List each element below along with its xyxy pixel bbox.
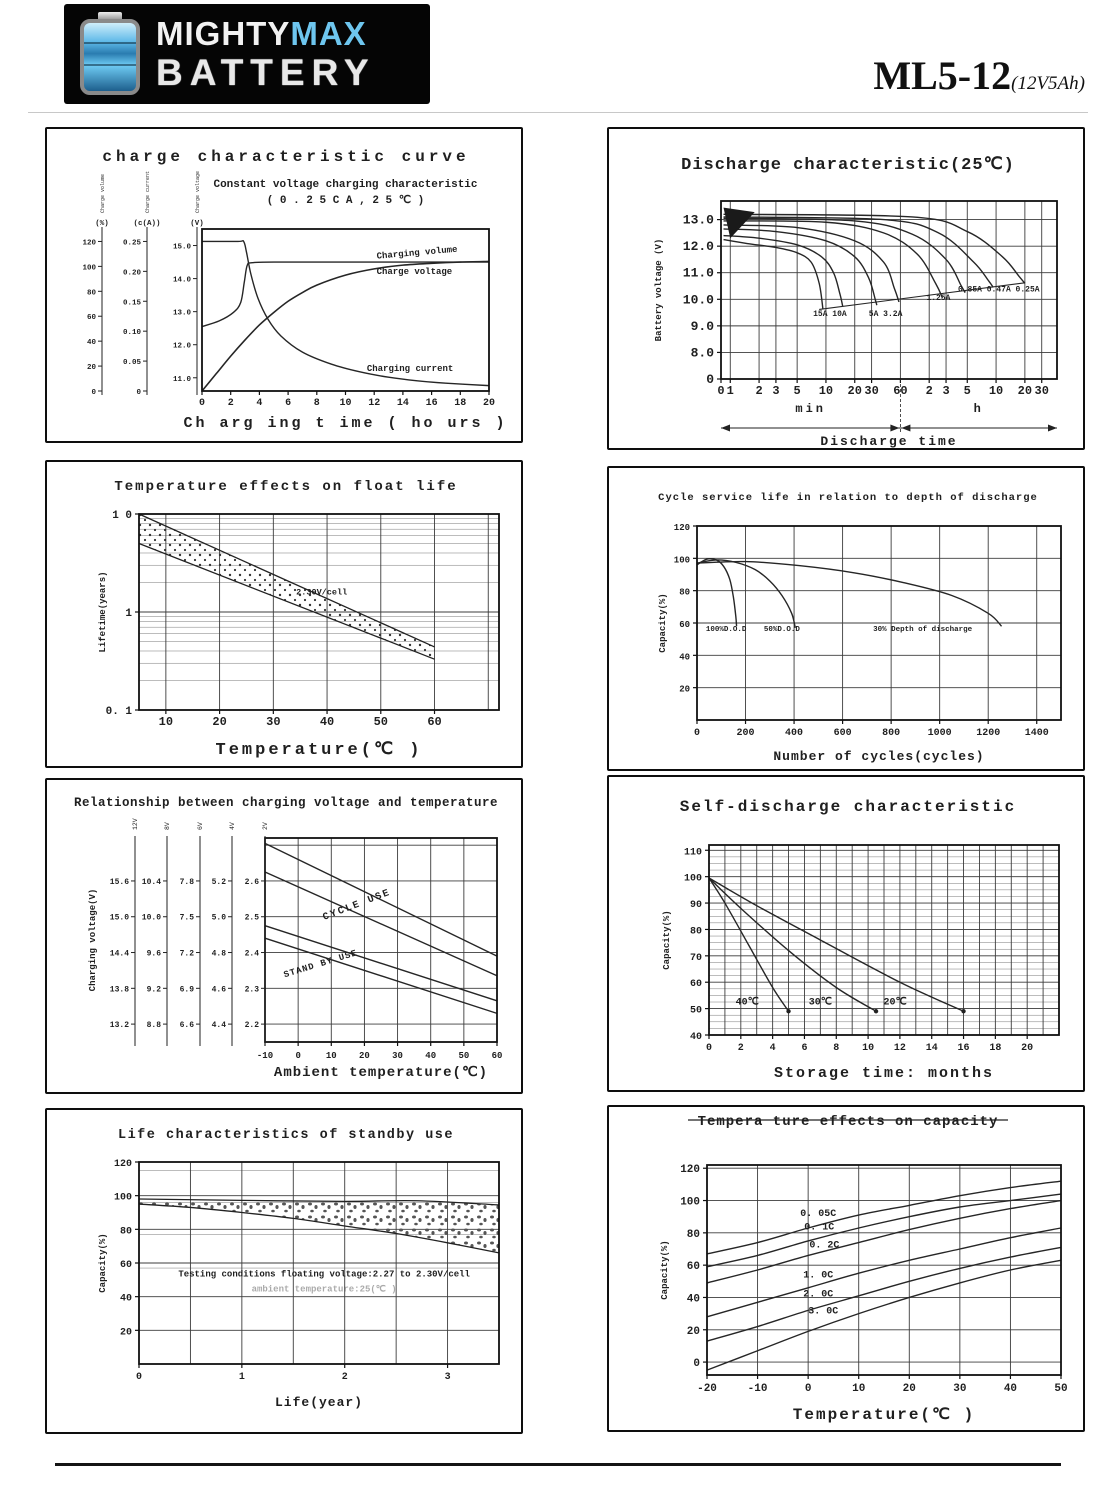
svg-text:4.8: 4.8	[211, 949, 226, 959]
brand-mighty: MIGHTY	[156, 15, 291, 52]
annotation: Charging current	[366, 364, 454, 375]
svg-text:0: 0	[804, 1383, 812, 1395]
svg-text:60: 60	[86, 314, 96, 323]
grid	[697, 526, 1061, 720]
series	[709, 878, 966, 1013]
svg-text:60: 60	[689, 979, 702, 991]
svg-text:4.4: 4.4	[211, 1021, 226, 1031]
svg-text:20: 20	[1021, 1043, 1034, 1054]
svg-text:80: 80	[119, 1226, 132, 1238]
svg-text:1: 1	[726, 384, 734, 398]
axis-ticks	[683, 213, 1049, 398]
x-axis-title: Number of cycles(cycles)	[773, 749, 985, 764]
series-30% D.O.D	[697, 562, 1002, 627]
svg-text:30: 30	[266, 715, 281, 729]
svg-text:14: 14	[396, 398, 409, 409]
svg-text:11.0: 11.0	[682, 265, 714, 281]
annotation: 3. 0C	[808, 1306, 839, 1318]
series-0.05C	[707, 1181, 1061, 1254]
tempcap-chart	[609, 1107, 1083, 1430]
svg-text:12.0: 12.0	[682, 239, 714, 255]
discharge-plot	[654, 156, 1057, 448]
svg-text:0.15: 0.15	[122, 299, 141, 308]
y-axis-title: Capacity(%)	[662, 910, 672, 970]
svg-text:6: 6	[285, 398, 292, 409]
series-2.0C	[707, 1247, 1061, 1341]
svg-text:18: 18	[454, 398, 467, 409]
svg-text:0: 0	[693, 728, 701, 739]
annotation: 5A 3.2A	[868, 309, 903, 319]
x-axis-title: Life(year)	[274, 1395, 364, 1410]
annotation: 1.25A	[926, 294, 951, 304]
chart-panel-charging-voltage-temp	[45, 778, 523, 1094]
svg-text:5: 5	[793, 384, 801, 398]
svg-text:30: 30	[864, 384, 879, 398]
svg-text:13.0: 13.0	[172, 309, 191, 318]
svg-text:0: 0	[136, 389, 141, 397]
series	[724, 214, 1025, 309]
svg-text:7.8: 7.8	[179, 877, 194, 887]
svg-text:18: 18	[989, 1043, 1002, 1054]
standby-chart	[47, 1110, 521, 1432]
svg-text:6.9: 6.9	[179, 985, 194, 995]
svg-text:0.20: 0.20	[122, 269, 141, 278]
annotation: 1. 0C	[803, 1270, 834, 1282]
svg-text:100: 100	[113, 1192, 132, 1204]
series-30℃	[709, 878, 876, 1011]
svg-text:6V: 6V	[197, 822, 204, 830]
svg-text:Charge current: Charge current	[145, 170, 151, 213]
y-axis-title: Lifetime(years)	[98, 571, 108, 653]
svg-text:110: 110	[683, 847, 702, 859]
svg-text:16: 16	[957, 1043, 970, 1054]
svg-text:10: 10	[862, 1043, 875, 1054]
svg-text:0: 0	[91, 389, 96, 397]
svg-text:8.8: 8.8	[146, 1021, 161, 1031]
svg-text:3: 3	[942, 384, 950, 398]
svg-text:60: 60	[491, 1051, 503, 1061]
svg-text:12: 12	[368, 398, 381, 409]
svg-text:Constant voltage charging char: Constant voltage charging characteristic	[213, 179, 478, 191]
svg-text:8.0: 8.0	[690, 345, 714, 361]
annotation: 0. 05C	[800, 1208, 837, 1220]
battery-icon	[78, 12, 142, 96]
svg-text:60: 60	[686, 1261, 700, 1274]
chart-panel-self-discharge	[607, 775, 1085, 1092]
svg-text:50: 50	[689, 1005, 702, 1017]
svg-text:12.0: 12.0	[172, 342, 191, 351]
svg-text:40: 40	[679, 652, 690, 663]
svg-text:20: 20	[119, 1327, 132, 1339]
svg-text:0.10: 0.10	[122, 329, 141, 338]
svg-text:60: 60	[119, 1260, 132, 1271]
svg-text:-10: -10	[256, 1051, 274, 1061]
svg-text:9.0: 9.0	[690, 318, 714, 334]
svg-text:7.2: 7.2	[179, 949, 194, 959]
svg-text:40: 40	[86, 339, 96, 348]
svg-text:50: 50	[373, 715, 388, 729]
series-0.47A	[724, 217, 994, 287]
annotation: CYCLE USE	[321, 887, 393, 924]
chart-title: Self-discharge characteristic	[679, 798, 1017, 816]
svg-text:40: 40	[686, 1293, 700, 1306]
svg-text:2: 2	[737, 1043, 744, 1054]
cyclelife-plot	[658, 492, 1061, 764]
annotation: 0. 1C	[804, 1222, 835, 1234]
svg-text:20: 20	[212, 715, 227, 729]
svg-text:14.4: 14.4	[109, 949, 129, 959]
svg-text:60: 60	[427, 715, 442, 729]
svg-text:30: 30	[392, 1051, 403, 1061]
svg-text:2: 2	[341, 1372, 348, 1383]
cyclelife-chart	[609, 468, 1083, 769]
x-axis-title: Temperature(℃ )	[215, 741, 423, 760]
annotation: Charge voltage	[376, 266, 453, 277]
chart-panel-float-life	[45, 460, 523, 768]
svg-text:14.0: 14.0	[172, 276, 191, 285]
svg-text:30: 30	[953, 1383, 967, 1395]
svg-text:0: 0	[705, 1043, 713, 1054]
svg-text:(%): (%)	[95, 220, 109, 228]
svg-text:20: 20	[679, 684, 690, 695]
annotation: 0. 2C	[809, 1240, 840, 1252]
svg-text:6.6: 6.6	[179, 1021, 194, 1031]
axis-ticks	[199, 391, 495, 409]
discharge-chart	[609, 129, 1083, 448]
chart-title: charge characteristic curve	[102, 148, 470, 166]
chgvolt-plot	[74, 796, 502, 1081]
svg-text:40: 40	[689, 1032, 702, 1043]
svg-text:40: 40	[425, 1051, 437, 1061]
svg-text:10.4: 10.4	[141, 877, 161, 887]
svg-text:Charge volume: Charge volume	[100, 173, 106, 213]
svg-text:16: 16	[425, 398, 438, 409]
axis-ticks	[257, 1042, 503, 1061]
svg-text:Charge voltage: Charge voltage	[195, 170, 201, 213]
charge-plot	[82, 148, 507, 432]
svg-text:( 0 . 2 5 C A , 2 5 ℃ ): ( 0 . 2 5 C A , 2 5 ℃ )	[266, 195, 425, 207]
series-3.0C	[707, 1260, 1061, 1370]
chart-panel-charge-characteristic	[45, 127, 523, 443]
svg-text:10: 10	[818, 384, 834, 398]
svg-text:400: 400	[785, 728, 804, 739]
svg-text:10: 10	[852, 1383, 866, 1395]
svg-text:2V: 2V	[262, 822, 269, 830]
svg-text:-20: -20	[697, 1383, 717, 1395]
x-axis-title: Ch arg ing t ime ( ho urs )	[183, 415, 508, 432]
selfdis-chart	[609, 777, 1083, 1090]
svg-text:40: 40	[1003, 1383, 1018, 1395]
chgvolt-chart	[47, 780, 521, 1092]
svg-text:3: 3	[444, 1372, 451, 1383]
svg-text:120: 120	[673, 523, 690, 533]
svg-text:800: 800	[882, 728, 901, 739]
annotation: 2.30V/cell	[296, 587, 348, 598]
svg-text:14: 14	[925, 1043, 938, 1054]
svg-text:0.25: 0.25	[122, 239, 141, 248]
annotation: Testing conditions floating voltage:2.27 to 2.30V/cell	[178, 1269, 470, 1280]
svg-text:15.6: 15.6	[109, 877, 129, 887]
svg-text:1200: 1200	[976, 728, 1001, 739]
annotation: ambient temperature:25(℃ )	[251, 1284, 397, 1295]
x-axis-title: Temperature(℃ )	[792, 1406, 976, 1424]
svg-text:1: 1	[125, 608, 132, 620]
svg-text:0: 0	[693, 1358, 700, 1371]
y-axis-title: Battery voltage (V)	[654, 238, 664, 342]
svg-text:0: 0	[295, 1051, 301, 1061]
annotation: 30% Depth of discharge	[873, 626, 973, 635]
svg-text:10: 10	[339, 398, 352, 409]
brand-battery: BATTERY	[156, 52, 376, 93]
model-title	[873, 52, 1085, 99]
svg-text:70: 70	[689, 952, 702, 964]
series-50% D.O.D	[697, 560, 795, 628]
svg-text:2.3: 2.3	[244, 985, 259, 995]
svg-text:2: 2	[755, 384, 763, 398]
chart-title: Life characteristics of standby use	[117, 1128, 455, 1143]
svg-text:20: 20	[482, 398, 496, 409]
annotation: 2. 0C	[803, 1289, 834, 1301]
svg-text:20: 20	[359, 1051, 370, 1061]
svg-text:10.0: 10.0	[141, 913, 161, 923]
svg-text:8: 8	[313, 398, 320, 409]
svg-text:80: 80	[686, 1228, 700, 1241]
chart-title: Tempera ture effects on capacity	[697, 1114, 999, 1130]
svg-text:20: 20	[686, 1325, 700, 1338]
svg-text:100: 100	[82, 264, 96, 273]
svg-text:120: 120	[680, 1164, 700, 1177]
svg-text:20: 20	[847, 384, 862, 398]
svg-text:60: 60	[893, 384, 908, 398]
svg-text:4.6: 4.6	[211, 985, 226, 995]
svg-text:3: 3	[772, 384, 780, 398]
svg-text:8: 8	[833, 1043, 840, 1054]
svg-text:h: h	[973, 402, 984, 416]
annotation: Charging volume	[376, 244, 458, 262]
annotation: 40℃	[735, 997, 759, 1009]
svg-text:2: 2	[227, 398, 234, 409]
header-divider	[28, 112, 1088, 113]
svg-text:100: 100	[683, 873, 702, 885]
chart-panel-temp-effects-capacity	[607, 1105, 1085, 1432]
svg-text:90: 90	[689, 900, 702, 912]
brand-max: MAX	[290, 15, 367, 52]
y-axis-title: Capacity(%)	[658, 593, 668, 653]
x-axis-title: Storage time: months	[773, 1065, 995, 1082]
series-cycle-use-lower	[265, 872, 497, 976]
annotation: 50%D.O.D	[763, 626, 800, 635]
grid	[139, 1162, 499, 1364]
annotation: 100%D.O.D	[705, 626, 747, 635]
svg-text:100: 100	[673, 555, 690, 566]
x-axis-title: Ambient temperature(℃)	[273, 1065, 489, 1081]
selfdis-plot	[662, 798, 1059, 1082]
series-0.1C	[707, 1194, 1061, 1267]
svg-text:40: 40	[119, 1293, 132, 1305]
svg-text:7.5: 7.5	[179, 913, 194, 923]
footer-divider	[55, 1463, 1061, 1466]
svg-text:13.8: 13.8	[109, 985, 129, 995]
svg-text:8V: 8V	[164, 822, 171, 830]
svg-text:120: 120	[82, 239, 96, 248]
svg-text:2.2: 2.2	[244, 1021, 259, 1031]
series	[707, 1181, 1061, 1370]
svg-text:1000: 1000	[927, 728, 952, 739]
svg-text:13.0: 13.0	[682, 212, 714, 228]
svg-text:15.0: 15.0	[172, 243, 191, 252]
svg-text:1 0: 1 0	[112, 510, 132, 522]
svg-text:0. 1: 0. 1	[105, 706, 132, 718]
svg-text:120: 120	[113, 1159, 132, 1170]
floatlife-chart	[47, 462, 521, 766]
svg-text:50: 50	[1054, 1383, 1068, 1395]
svg-text:1400: 1400	[1024, 728, 1049, 739]
y-axis-title: Charging voltage(V)	[88, 888, 98, 992]
svg-text:0: 0	[135, 1372, 143, 1383]
x-axis-title: Discharge time	[820, 434, 958, 448]
chart-title: Relationship between charging voltage and temperature	[73, 796, 499, 810]
svg-text:5.0: 5.0	[211, 913, 226, 923]
y-axis-title: Capacity(%)	[98, 1233, 108, 1293]
chart-title: Temperature effects on float life	[114, 479, 458, 495]
annotation: 15A 10A	[813, 309, 847, 319]
svg-text:12V: 12V	[132, 818, 139, 830]
chart-panel-discharge-characteristic	[607, 127, 1085, 450]
annotation: 30℃	[808, 997, 832, 1009]
annotation: 20℃	[883, 997, 907, 1009]
charge-chart	[47, 129, 521, 441]
standby-plot	[98, 1128, 499, 1410]
svg-text:5.2: 5.2	[211, 877, 226, 887]
svg-text:(c(A)): (c(A))	[133, 220, 161, 228]
svg-text:20: 20	[1017, 384, 1033, 398]
svg-text:4V: 4V	[229, 822, 236, 830]
brand-logo	[64, 4, 430, 104]
series-15A	[724, 240, 823, 310]
svg-text:1: 1	[238, 1372, 245, 1383]
chart-title: Discharge characteristic(25℃)	[681, 156, 1015, 175]
svg-text:0.05: 0.05	[122, 359, 141, 368]
svg-text:9.2: 9.2	[146, 985, 161, 995]
svg-text:5: 5	[963, 384, 971, 398]
axis-ticks	[680, 1164, 1067, 1395]
svg-text:80: 80	[689, 926, 702, 938]
svg-text:(V): (V)	[190, 220, 204, 228]
svg-text:10: 10	[988, 384, 1004, 398]
model-spec: (12V5Ah)	[1011, 73, 1085, 94]
svg-text:0: 0	[706, 372, 714, 387]
svg-text:-10: -10	[747, 1383, 768, 1395]
chart-title: Cycle service life in relation to depth of discharge	[658, 492, 1038, 504]
svg-text:min: min	[795, 402, 827, 416]
floatlife-plot	[98, 479, 499, 760]
svg-text:30: 30	[1034, 384, 1049, 398]
svg-text:2.5: 2.5	[244, 913, 259, 923]
svg-text:10: 10	[158, 715, 174, 729]
svg-text:10.0: 10.0	[682, 292, 714, 308]
chart-panel-cycle-service-life	[607, 466, 1085, 771]
series	[697, 559, 1002, 628]
chart-panel-standby-life	[45, 1108, 523, 1434]
svg-text:100: 100	[680, 1196, 700, 1209]
model-number: ML5-12	[873, 53, 1012, 98]
svg-text:200: 200	[736, 728, 755, 739]
tempcap-plot	[660, 1114, 1068, 1424]
svg-text:20: 20	[902, 1383, 916, 1395]
y-axis-title: Capacity(%)	[660, 1240, 670, 1300]
svg-text:12: 12	[893, 1043, 906, 1054]
svg-text:80: 80	[679, 587, 690, 598]
svg-text:2: 2	[925, 384, 933, 398]
series-standby-upper	[265, 926, 497, 1001]
svg-text:0: 0	[198, 398, 206, 409]
svg-text:2.6: 2.6	[244, 877, 259, 887]
axis-ticks	[684, 847, 1033, 1054]
svg-text:20: 20	[86, 364, 96, 373]
svg-text:6: 6	[801, 1043, 808, 1054]
annotation: 0.85A 0.47A 0.25A	[957, 285, 1040, 295]
svg-text:15.0: 15.0	[109, 913, 129, 923]
svg-text:2.4: 2.4	[244, 949, 259, 959]
svg-text:11.0: 11.0	[172, 375, 191, 384]
grid	[265, 838, 497, 1042]
annotation: STAND BY USE	[282, 948, 359, 981]
svg-text:60: 60	[679, 620, 690, 630]
svg-text:600: 600	[833, 728, 852, 739]
svg-text:40: 40	[319, 715, 335, 729]
svg-text:80: 80	[86, 289, 96, 298]
series-100% D.O.D	[697, 559, 737, 627]
svg-text:13.2: 13.2	[109, 1021, 129, 1031]
series-40℃	[709, 878, 789, 1011]
plot-frame	[265, 838, 497, 1042]
svg-text:9.6: 9.6	[146, 949, 161, 959]
svg-text:50: 50	[458, 1051, 470, 1061]
svg-text:4: 4	[256, 398, 263, 409]
brand-text	[156, 17, 376, 91]
svg-text:10: 10	[325, 1051, 337, 1061]
svg-text:4: 4	[769, 1043, 776, 1054]
svg-text:0: 0	[717, 384, 725, 398]
